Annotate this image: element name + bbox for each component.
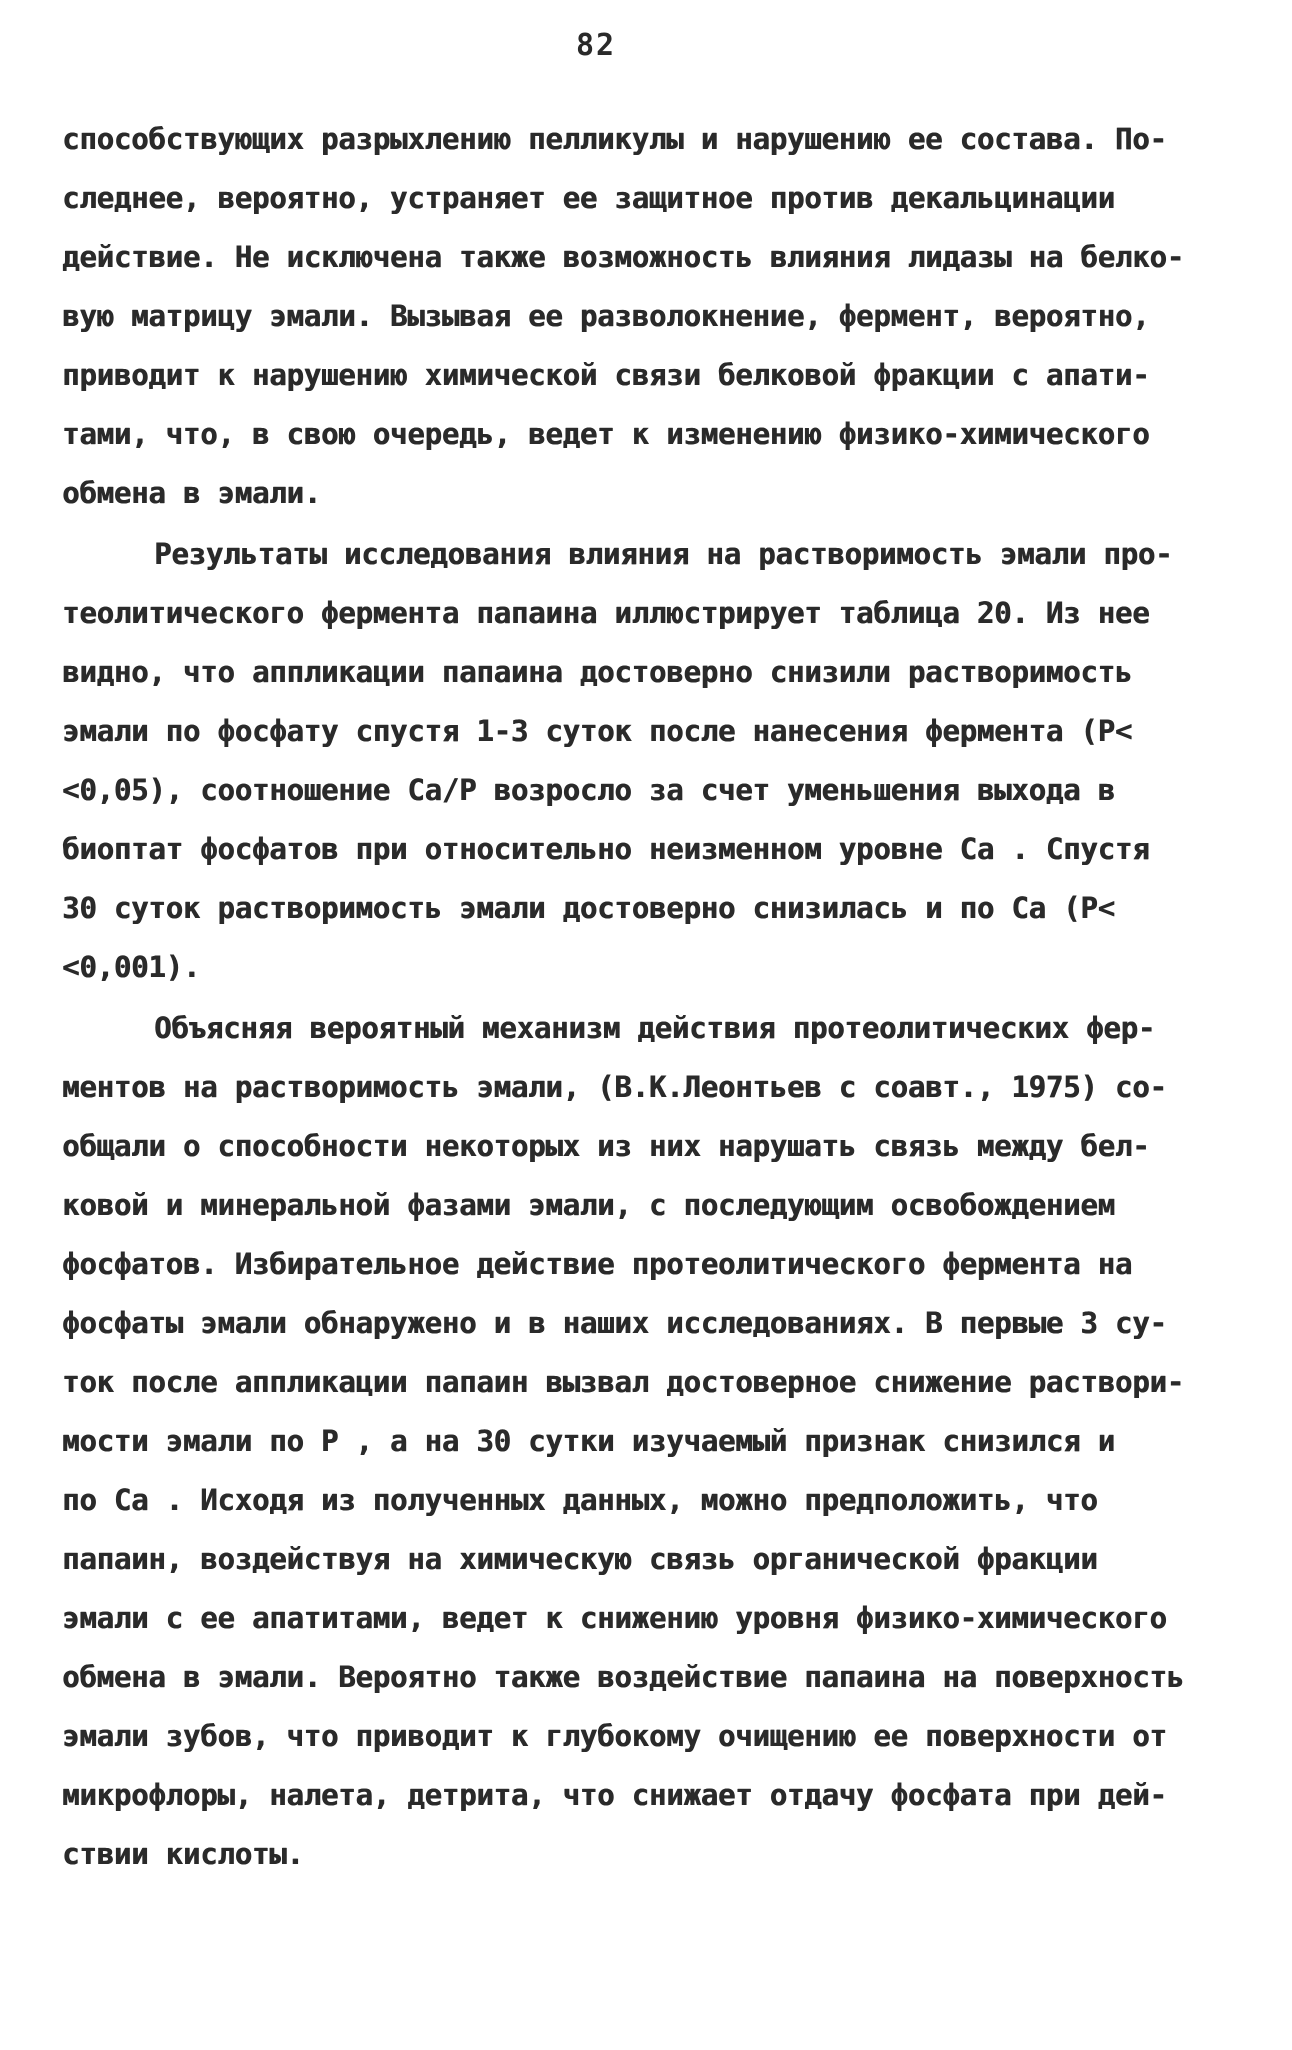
text-line: действие. Не исключена также возможность влияния лидазы на белко-	[62, 240, 1184, 274]
text-line: ток после аппликации папаин вызвал достоверное снижение раствори-	[62, 1365, 1184, 1399]
text-line: фосфаты эмали обнаружено и в наших исследованиях. В первые 3 су-	[62, 1306, 1167, 1340]
text-line: тами, что, в свою очередь, ведет к изменению физико-химического	[62, 417, 1150, 451]
text-line: приводит к нарушению химической связи белковой фракции с апати-	[62, 358, 1150, 392]
text-line: обмена в эмали.	[62, 476, 321, 510]
text-line: <0,001).	[62, 950, 201, 984]
text-line: микрофлоры, налета, детрита, что снижает отдачу фосфата при дей-	[62, 1778, 1167, 1812]
text-line: общали о способности некоторых из них нарушать связь между бел-	[62, 1129, 1150, 1163]
text-line: эмали по фосфату спустя 1-3 суток после нанесения фермента (P<	[62, 714, 1133, 748]
body-text	[62, 110, 1252, 1884]
text-line: биоптат фосфатов при относительно неизменном уровне Ca . Спустя	[62, 832, 1150, 866]
text-line: <0,05), соотношение Ca/P возросло за счет уменьшения выхода в	[62, 773, 1115, 807]
text-line: по Ca . Исходя из полученных данных, можно предположить, что	[62, 1483, 1098, 1517]
text-line: следнее, вероятно, устраняет ее защитное против декальцинации	[62, 181, 1115, 215]
text-line: ствии кислоты.	[62, 1837, 304, 1871]
text-line: Объясняя вероятный механизм действия протеолитических фер-	[154, 1011, 1156, 1045]
text-line: теолитического фермента папаина иллюстрирует таблица 20. Из нее	[62, 596, 1150, 630]
text-line: фосфатов. Избирательное действие протеолитического фермента на	[62, 1247, 1133, 1281]
text-line: ковой и минеральной фазами эмали, с последующим освобождением	[62, 1188, 1115, 1222]
text-line: вую матрицу эмали. Вызывая ее разволокнение, фермент, вероятно,	[62, 299, 1150, 333]
text-line: обмена в эмали. Вероятно также воздействие папаина на поверхность	[62, 1660, 1184, 1694]
text-line: мости эмали по P , а на 30 сутки изучаемый признак снизился и	[62, 1424, 1115, 1458]
text-line: Результаты исследования влияния на растворимость эмали про-	[154, 537, 1173, 571]
text-line: способствующих разрыхлению пелликулы и нарушению ее состава. По-	[62, 122, 1167, 156]
text-line: папаин, воздействуя на химическую связь органической фракции	[62, 1542, 1098, 1576]
text-line: ментов на растворимость эмали, (В.К.Леонтьев с соавт., 1975) со-	[62, 1070, 1167, 1104]
page-number: 82	[575, 28, 617, 63]
text-line: эмали с ее апатитами, ведет к снижению уровня физико-химического	[62, 1601, 1167, 1635]
text-line: эмали зубов, что приводит к глубокому очищению ее поверхности от	[62, 1719, 1167, 1753]
text-line: видно, что аппликации папаина достоверно снизили растворимость	[62, 655, 1133, 689]
text-line: 30 суток растворимость эмали достоверно снизилась и по Ca (P<	[62, 891, 1115, 925]
